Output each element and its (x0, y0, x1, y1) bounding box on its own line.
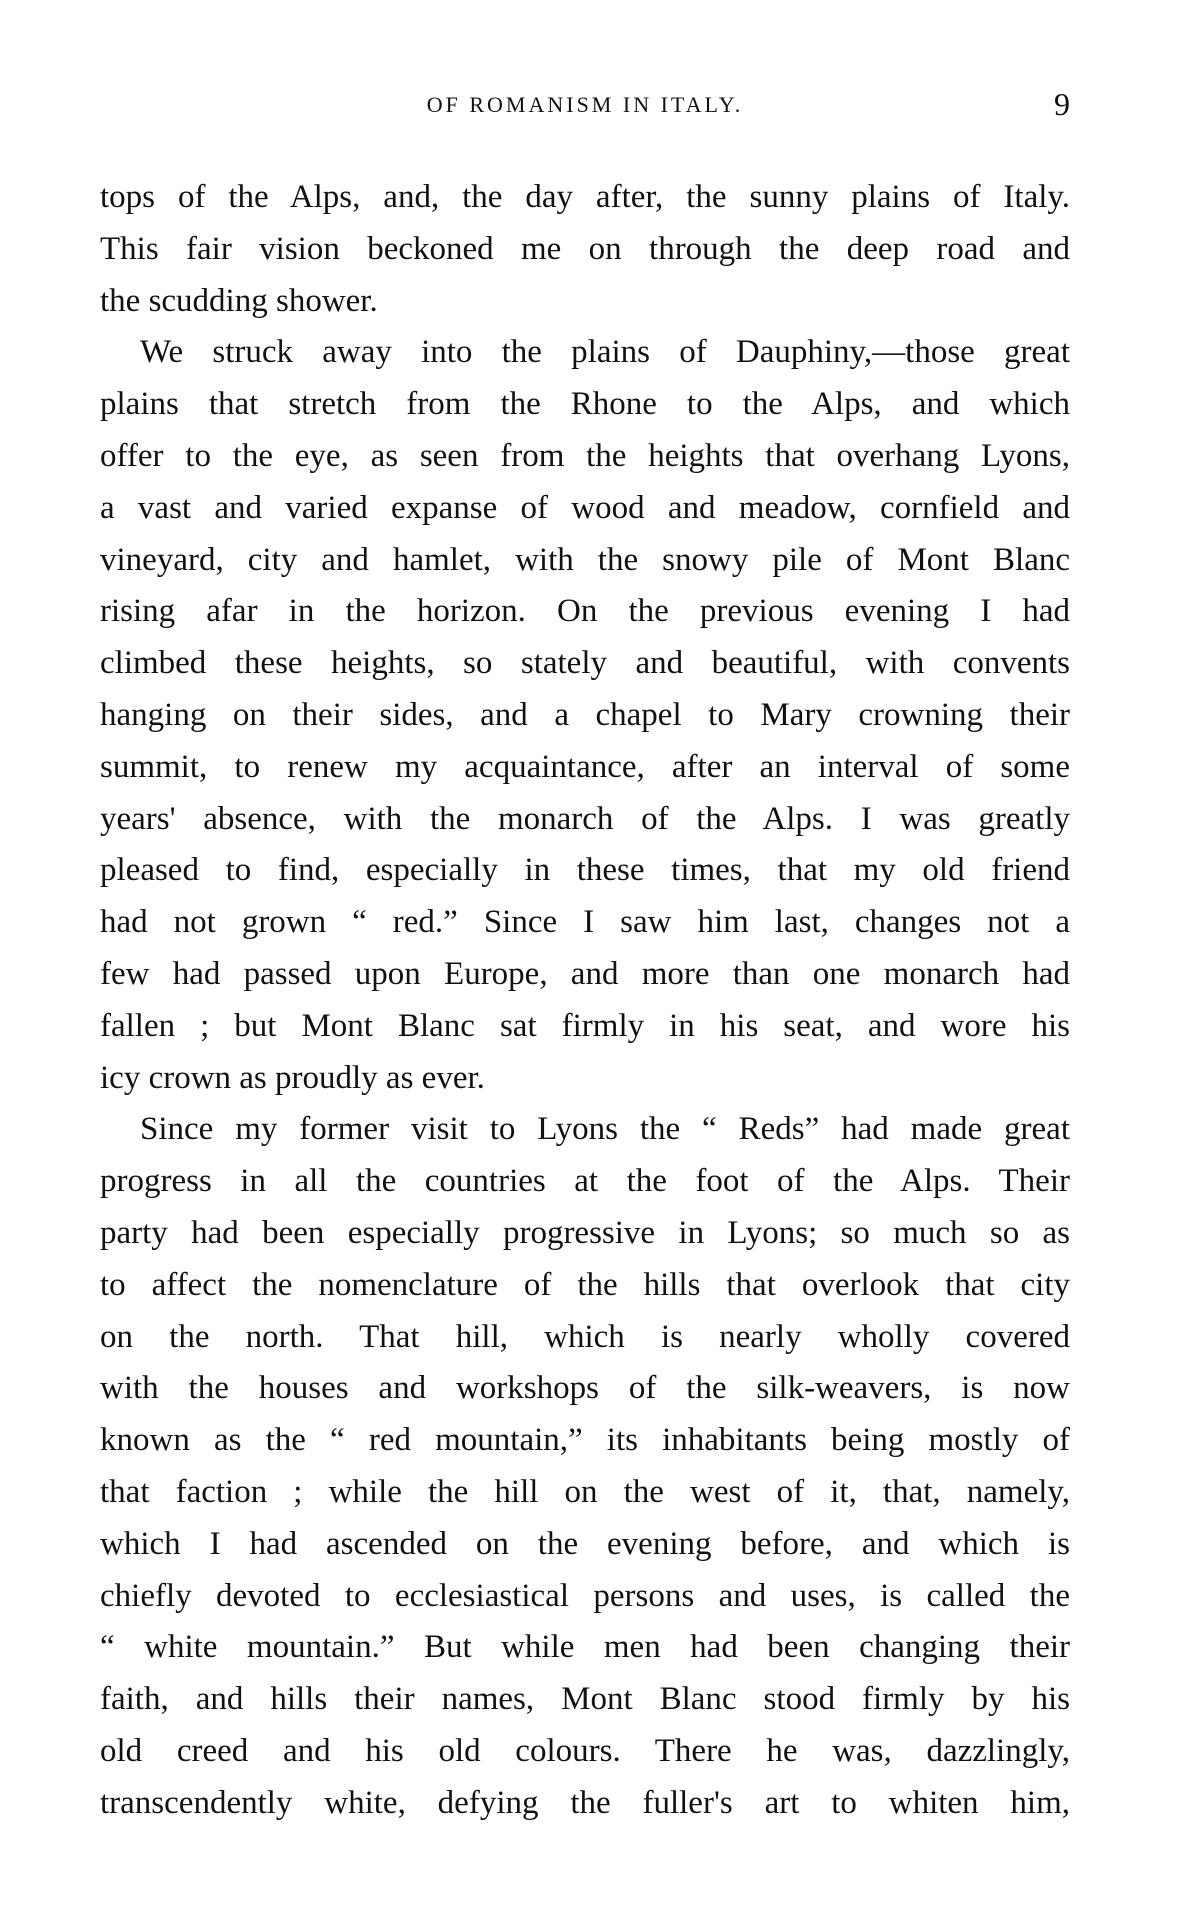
running-header (100, 86, 1070, 132)
text-line: climbed these heights, so stately and beautiful, with convents (100, 645, 1070, 682)
text-line: had not grown “ red.” Since I saw him last, changes not a (100, 904, 1070, 941)
text-line: that faction ; while the hill on the west of it, that, namely, (100, 1473, 1070, 1510)
text-line: “ white mountain.” But while men had been changing their (100, 1629, 1070, 1666)
text-line: offer to the eye, as seen from the heights that overhang Lyons, (100, 437, 1070, 474)
text-line: faith, and hills their names, Mont Blanc stood firmly by his (100, 1681, 1070, 1718)
text-line: Since my former visit to Lyons the “ Reds” had made great (140, 1111, 1070, 1148)
text-line: chiefly devoted to ecclesiastical persons and uses, is called the (100, 1577, 1070, 1614)
text-line: progress in all the countries at the foot of the Alps. Their (100, 1163, 1070, 1200)
text-line: on the north. That hill, which is nearly wholly covered (100, 1318, 1070, 1355)
text-line: few had passed upon Europe, and more than one monarch had (100, 955, 1070, 992)
text-line: icy crown as proudly as ever. (100, 1059, 485, 1096)
text-line: tops of the Alps, and, the day after, the sunny plains of Italy. (100, 179, 1070, 215)
text-line: party had been especially progressive in Lyons; so much so as (100, 1214, 1070, 1251)
paragraph-2 (100, 327, 1070, 1104)
text-line: vineyard, city and hamlet, with the snowy pile of Mont Blanc (100, 541, 1070, 578)
text-line: pleased to find, especially in these times, that my old friend (100, 852, 1070, 889)
text-line: known as the “ red mountain,” its inhabitants being mostly of (100, 1422, 1070, 1459)
text-line: to affect the nomenclature of the hills that overlook that city (100, 1266, 1070, 1303)
text-line: We struck away into the plains of Dauphiny,—those great (140, 334, 1070, 371)
text-line: the scudding shower. (100, 282, 378, 319)
text-line: a vast and varied expanse of wood and meadow, cornfield and (100, 489, 1070, 526)
paragraph-3 (100, 1104, 1070, 1829)
paragraph-1 (100, 172, 1070, 327)
text-line: old creed and his old colours. There he was, dazzlingly, (100, 1732, 1070, 1769)
text-line: fallen ; but Mont Blanc sat firmly in his seat, and wore his (100, 1007, 1070, 1044)
text-line: years' absence, with the monarch of the Alps. I was greatly (100, 800, 1070, 837)
page-number: 9 (1054, 86, 1070, 122)
text-line: rising afar in the horizon. On the previous evening I had (100, 593, 1070, 630)
running-title: OF ROMANISM IN ITALY. (426, 92, 744, 117)
text-line: summit, to renew my acquaintance, after an interval of some (100, 748, 1070, 785)
text-line: with the houses and workshops of the silk-weavers, is now (100, 1370, 1070, 1407)
body-text (100, 172, 1070, 1830)
text-line: plains that stretch from the Rhone to the Alps, and which (100, 386, 1070, 423)
text-line: This fair vision beckoned me on through the deep road and (100, 230, 1070, 267)
text-line: which I had ascended on the evening before, and which is (100, 1525, 1070, 1562)
text-line: hanging on their sides, and a chapel to Mary crowning their (100, 696, 1070, 733)
text-line: transcendently white, defying the fuller's art to whiten him, (100, 1784, 1070, 1821)
